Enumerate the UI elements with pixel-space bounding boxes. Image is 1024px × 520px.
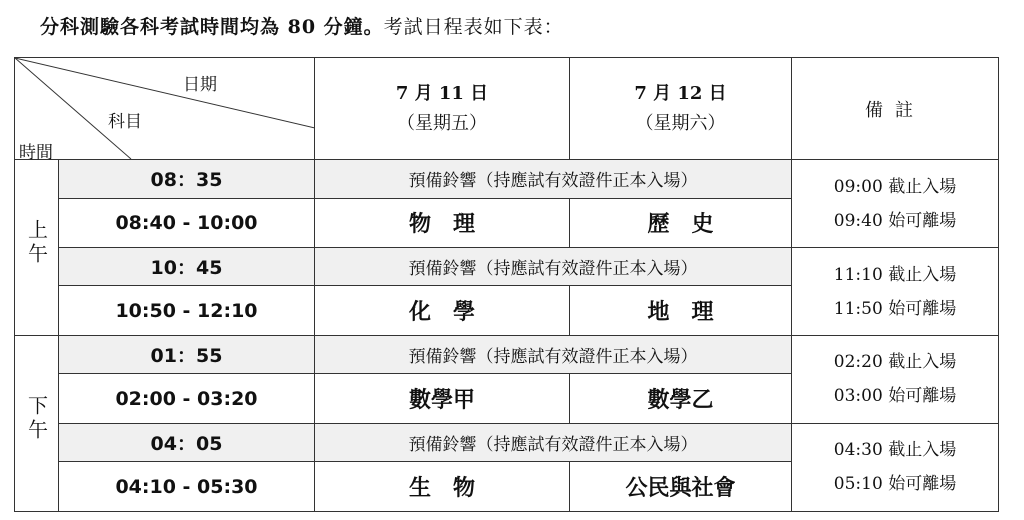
header-row: [15, 58, 999, 160]
exam-time: 08:40 - 10:00: [59, 198, 315, 248]
day2-subject: 歷 史: [570, 198, 792, 248]
corner-subject-label: 科目: [108, 112, 142, 132]
corner-diagonals: [15, 58, 315, 159]
bell-text: 預備鈴響（持應試有效證件正本入場）: [315, 336, 792, 374]
day2-subject: 地 理: [570, 286, 792, 336]
bell-text: 預備鈴響（持應試有效證件正本入場）: [315, 248, 792, 286]
day2-subject: 公民與社會: [570, 462, 792, 512]
exam-time: 04:10 - 05:30: [59, 462, 315, 512]
day1-header: [315, 58, 570, 160]
exam-time: 02:00 - 03:20: [59, 374, 315, 424]
bell-text: 預備鈴響（持應試有效證件正本入場）: [315, 160, 792, 198]
day1-weekday: （星期五）: [397, 112, 487, 134]
note-earliest-leave: 09:40 始可離場: [833, 210, 957, 231]
heading-sub: 考試日程表如下表：: [383, 16, 564, 38]
day1-subject: 物 理: [315, 198, 570, 248]
day2-weekday: （星期六）: [635, 112, 726, 134]
corner-header-cell: [15, 58, 315, 163]
note-earliest-leave: 03:00 始可離場: [833, 386, 957, 407]
period-pm: [15, 336, 59, 512]
session-notes: [792, 160, 999, 248]
table-row: [15, 336, 999, 374]
table-row: [15, 248, 999, 286]
bell-time: 08：35: [59, 160, 315, 198]
session-notes: [792, 248, 999, 336]
note-entry-cutoff: 11:10 截止入場: [833, 264, 957, 285]
note-entry-cutoff: 09:00 截止入場: [833, 176, 957, 197]
day2-subject: 數學乙: [570, 374, 792, 424]
exam-schedule-table: [14, 57, 999, 512]
day1-subject: 生 物: [315, 462, 570, 512]
exam-time: 10:50 - 12:10: [59, 286, 315, 336]
session-notes: [792, 423, 999, 511]
corner-date-label: 日期: [183, 75, 217, 95]
day1-subject: 化 學: [315, 286, 570, 336]
corner-time-label: 時間: [19, 143, 53, 163]
period-pm-label: 下午: [24, 394, 49, 443]
note-earliest-leave: 11:50 始可離場: [833, 298, 957, 319]
bell-time: 01：55: [59, 336, 315, 374]
note-header: 備註: [792, 58, 999, 160]
bell-time: 04：05: [59, 423, 315, 461]
session-notes: [792, 336, 999, 424]
heading-main: 分科測驗各科考試時間均為 80 分鐘。: [40, 16, 384, 38]
day2-header: [570, 58, 792, 160]
period-am-label: 上午: [24, 218, 49, 267]
bell-text: 預備鈴響（持應試有效證件正本入場）: [315, 423, 792, 461]
note-entry-cutoff: 04:30 截止入場: [833, 440, 957, 461]
period-am: [15, 160, 59, 336]
day1-subject: 數學甲: [315, 374, 570, 424]
note-earliest-leave: 05:10 始可離場: [833, 474, 957, 495]
day1-date: 7 月 11 日: [395, 82, 489, 104]
bell-time: 10：45: [59, 248, 315, 286]
day2-date: 7 月 12 日: [634, 82, 727, 104]
page-heading: [40, 12, 564, 39]
table-row: [15, 423, 999, 461]
note-entry-cutoff: 02:20 截止入場: [833, 352, 957, 373]
table-row: [15, 160, 999, 198]
